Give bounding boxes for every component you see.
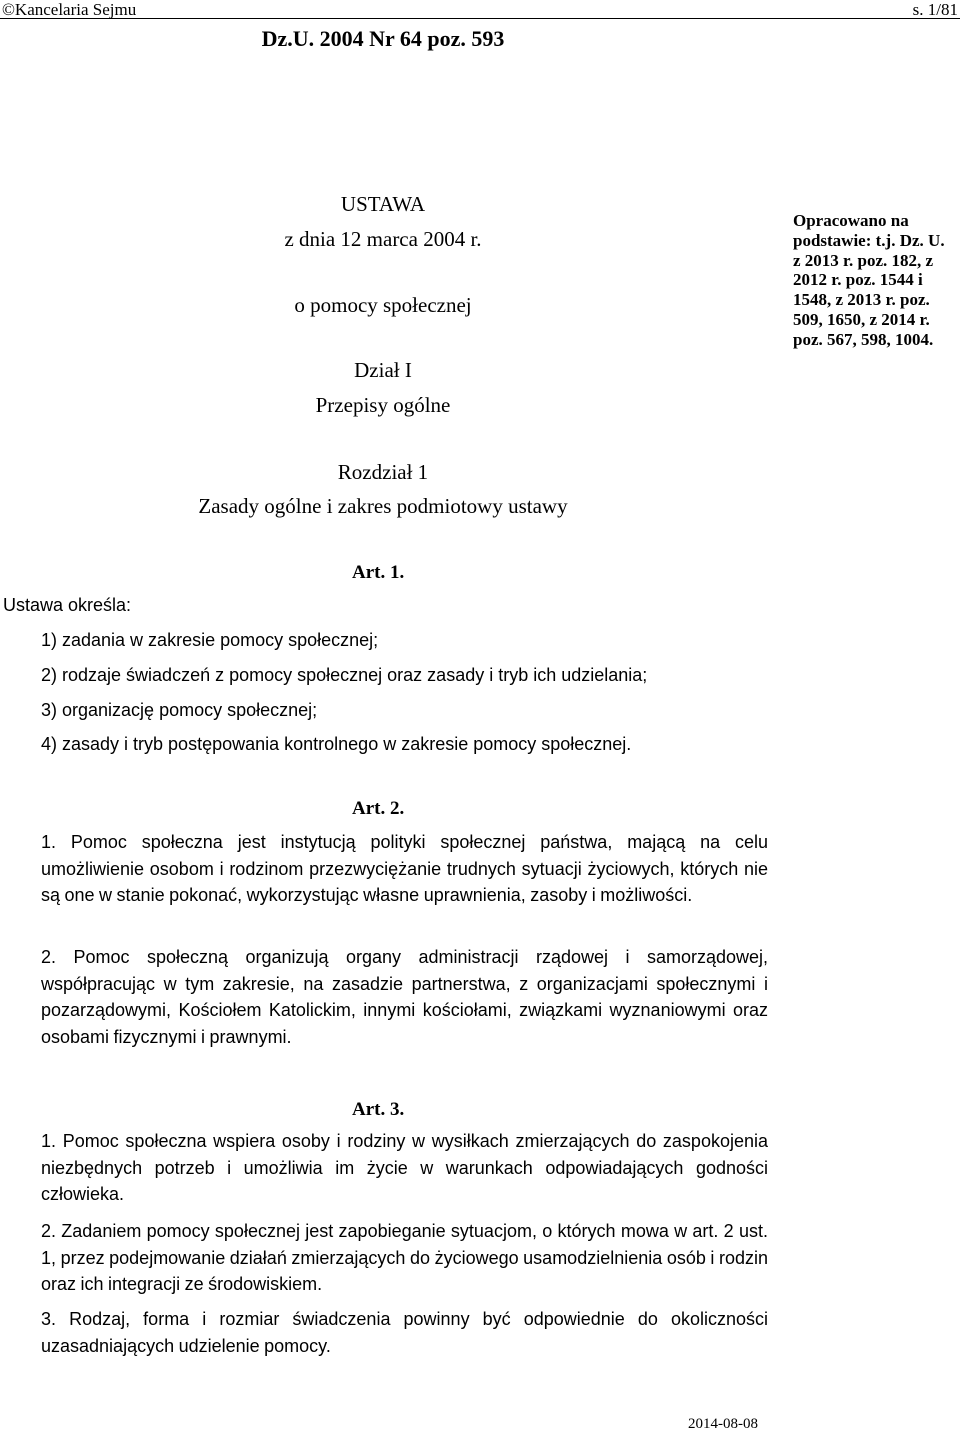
chapter-title: Zasady ogólne i zakres podmiotowy ustawy: [198, 494, 568, 518]
art1-intro: Ustawa określa:: [3, 595, 132, 615]
source-note-line: z 2013 r. poz. 182, z: [793, 250, 934, 270]
header-divider: [0, 18, 960, 19]
source-note-line: Opracowano na: [793, 211, 909, 230]
journal-reference: Dz.U. 2004 Nr 64 poz. 593: [261, 26, 505, 51]
source-note-line: 1548, z 2013 r. poz.: [793, 290, 930, 310]
page-number: s. 1/81: [912, 0, 958, 19]
source-note: [793, 211, 958, 350]
source-note-line: poz. 567, 598, 1004.: [793, 329, 934, 349]
art1-heading: Art. 1.: [352, 562, 405, 583]
footer-date: 2014-08-08: [688, 1416, 758, 1432]
art1-item: 1) zadania w zakresie pomocy społecznej;: [41, 630, 379, 650]
art2-paragraph-2-text: 2. Pomoc społeczną organizują organy administracji rządowej i samorządowej, współpracując w tym zakresie, na zasadzie partnerstwa, z organizacjami społecznymi i pozarządowymi, Kościołem Katolickim, innymi kościołami, związkami wyznaniowymi oraz osobami fizycznymi i prawnymi.: [41, 947, 768, 1047]
division-title: Przepisy ogólne: [315, 393, 451, 417]
source-note-line: 2012 r. poz. 1544 i: [793, 270, 923, 290]
art2-paragraph-2: [41, 944, 768, 1050]
act-subject: o pomocy społecznej: [294, 293, 472, 317]
art1-item: 2) rodzaje świadczeń z pomocy społecznej oraz zasady i tryb ich udzielania;: [41, 665, 648, 685]
chapter-label: Rozdział 1: [337, 460, 429, 484]
art3-paragraph-2: 2. Zadaniem pomocy społecznej jest zapobieganie sytuacjom, o których mowa w art. 2 ust. 1, przez podejmowanie działań zmierzających do życiowego usamodzielnienia osób i rodzin oraz ich integracji ze środowiskiem.: [41, 1221, 768, 1295]
act-date: z dnia 12 marca 2004 r.: [284, 227, 482, 251]
art3-paragraph-3: 3. Rodzaj, forma i rozmiar świadczenia powinny być odpowiednie do okoliczności uzasadniających udzielenie pomocy.: [41, 1309, 768, 1356]
art1-item: 4) zasady i tryb postępowania kontrolnego w zakresie pomocy społecznej.: [41, 734, 632, 754]
art3-paragraph-1: 1. Pomoc społeczna wspiera osoby i rodziny w wysiłkach zmierzających do zaspokojenia niezbędnych potrzeb i umożliwia im życie w warunkach odpowiadających godności człowieka.: [41, 1131, 768, 1205]
source-note-line: podstawie: t.j. Dz. U.: [793, 230, 945, 250]
art2-heading: Art. 2.: [352, 798, 405, 819]
art3-heading: Art. 3.: [352, 1099, 405, 1120]
art2-paragraph-1: 1. Pomoc społeczna jest instytucją polityki społecznej państwa, mającą na celu umożliwienie osobom i rodzinom przezwyciężanie trudnych sytuacji życiowych, których nie są one w stanie pokonać, wykorzystując własne uprawnienia, zasoby i możliwości.: [41, 832, 768, 906]
act-type: USTAWA: [340, 192, 426, 216]
art1-item: 3) organizację pomocy społecznej;: [41, 700, 318, 720]
division-label: Dział I: [354, 358, 412, 382]
source-note-line: 509, 1650, z 2014 r.: [793, 309, 930, 329]
page-header-left: ©Kancelaria Sejmu: [2, 0, 137, 19]
